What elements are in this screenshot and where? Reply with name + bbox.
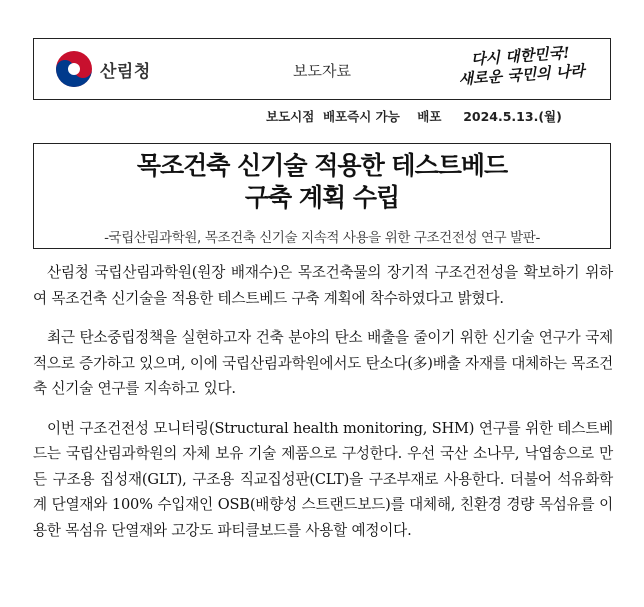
- release-info: [266, 107, 562, 125]
- release-label: 보도시점: [266, 109, 315, 124]
- paragraph: 산림청 국립산림과학원(원장 배재수)은 목조건축물의 장기적 구조건전성을 확보하기 위하여 목조건축 신기술을 적용한 테스트베드 구축 계획에 착수하였다고 밝혔다.: [33, 264, 613, 307]
- distribution-label: 배포: [417, 109, 442, 124]
- paragraph: 이번 구조건전성 모니터링(Structural health monitoring, SHM) 연구를 위한 테스트베드는 국립산림과학원의 자체 보유 기술 제품으로 구성한다. 우선 국산 소나무, 낙엽송으로 만든 구조용 집성재(GLT), 구조용 직교집성판(CLT)을 구조부재로 사용한다. 더불어 석유화학계 단열재와 100% 수입재인 OSB(배향성 스트랜드보드)를 대체해, 친환경 경량 목섬유를 이용한 목섬유 단열재와 고강도 파티클보드를 사용할 예정이다.: [33, 419, 613, 539]
- slogan: [445, 42, 597, 90]
- release-date: 2024.5.13.(월): [463, 109, 562, 124]
- headline-line-1: 목조건축 신기술 적용한 테스트베드: [136, 151, 508, 180]
- press-header: [33, 38, 611, 100]
- paragraph: 최근 탄소중립정책을 실현하고자 건축 분야의 탄소 배출을 줄이기 위한 신기술 연구가 국제적으로 증가하고 있으며, 이에 국립산림과학원에서도 탄소다(多)배출 자재를 대체하는 목조건축 신기술 연구를 지속하고 있다.: [33, 329, 613, 397]
- org-name: 산림청: [100, 61, 151, 82]
- article-body: [33, 260, 613, 557]
- release-timing: 배포즉시 가능: [323, 109, 400, 124]
- slogan-line-2: 새로운 국민의 나라: [457, 61, 586, 89]
- headline-line-2: 구축 계획 수립: [244, 183, 400, 212]
- doc-type-label: 보도자료: [293, 62, 351, 80]
- slogan-line-1: 다시 대한민국!: [470, 43, 571, 69]
- subheadline: -국립산림과학원, 목조건축 신기술 지속적 사용을 위한 구조건전성 연구 발판-: [104, 230, 540, 246]
- title-box: [33, 143, 611, 249]
